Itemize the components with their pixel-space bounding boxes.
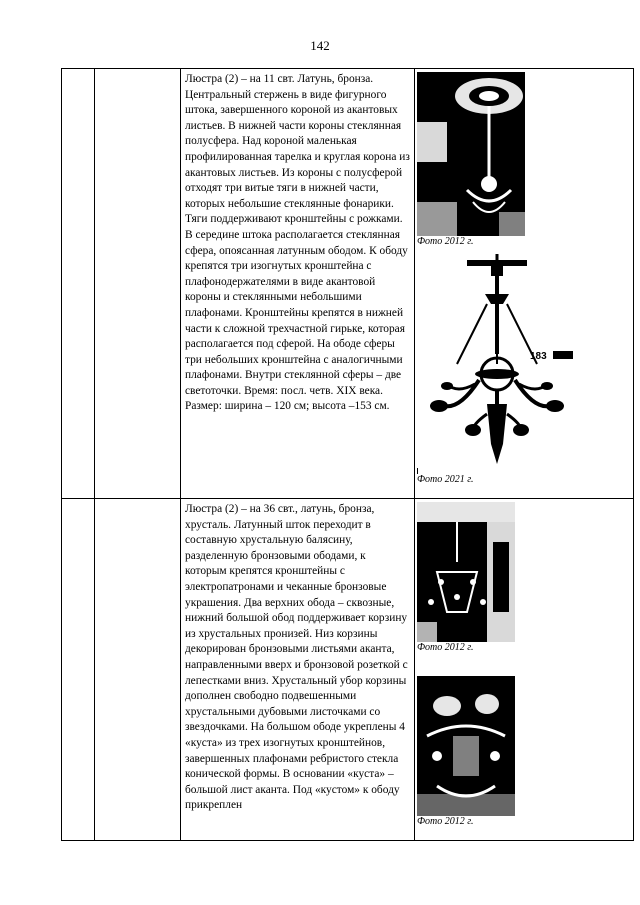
- name-cell: [95, 499, 181, 841]
- description-cell: [181, 69, 415, 499]
- photo-caption: Фото 2012 г.: [417, 236, 474, 247]
- photo-caption: Фото 2012 г.: [417, 642, 474, 653]
- table-row: [62, 69, 634, 499]
- photo-cell: [415, 499, 634, 841]
- description-text: Люстра (2) – на 11 свт. Латунь, бронза. Центральный стержень в виде фигурного штока, завершенного короной из акантовых листьев. В нижней части короны стеклянная полусфера. Над короной маленькая профилированная тарелка и круглая корона из акантовых листьев. Из короны с полусферой отходят три витые тяги в нижней части, которых небольшие стеклянные фонарики. Тяги поддерживают кронштейны с рожками. В середине штока располагается стеклянная сфера, опоясанная латунным ободом. К ободу крепятся три изогнутых кронштейна с плафонодержателями в виде акантовой короны и стеклянными небольшими плафонами. Кронштейны крепятся в нижней части к сложной трехчастной гирьке, которая располагается под сферой. На ободе сферы три небольших кронштейна с аналогичными плафонами. Внутри стеклянной сферы – две светоточки. Время: посл. четв. XIX века. Размер: ширина – 120 см; высота –153 см.: [185, 73, 410, 413]
- photo-caption: Фото 2021 г.: [417, 474, 474, 485]
- chandelier-photo-4: [417, 676, 515, 816]
- chandelier-photo-3: [417, 502, 515, 642]
- description-text: Люстра (2) – на 36 свт., латунь, бронза, хрусталь. Латунный шток переходит в составную хрустальную балясину, разделенную бронзовыми ободами, к которым крепятся кронштейны с электропатронами и чеканные бронзовые украшения. Два верхних обода – сквозные, нижний большой обод поддерживает корзину из хрустальных пронизей. Низ корзины декорирован бронзовыми листьями аканта, направленными вверх и бронзовой розеткой с лепестками вниз. Хрустальный убор корзины дополнен свободно подвешенными хрустальными дубовыми листочками со звездочками. На большом ободе укреплены 4 «куста» из трех изогнутых кронштейнов, завершенных плафонами ребристого стекла конической формы. В основании «куста» – большой лист аканта. Под «кустом» к ободу прикреплен: [185, 503, 408, 812]
- catalog-table: [61, 68, 634, 841]
- number-cell: [62, 69, 95, 499]
- table-row: [62, 499, 634, 841]
- photo-caption: Фото 2012 г.: [417, 816, 474, 827]
- page-number: 142: [310, 38, 330, 53]
- chandelier-photo-2: [417, 254, 617, 474]
- photo-cell: [415, 69, 634, 499]
- number-cell: [62, 499, 95, 841]
- description-cell: [181, 499, 415, 841]
- chandelier-photo-1: [417, 72, 525, 236]
- name-cell: [95, 69, 181, 499]
- scale-label: 183: [530, 351, 547, 362]
